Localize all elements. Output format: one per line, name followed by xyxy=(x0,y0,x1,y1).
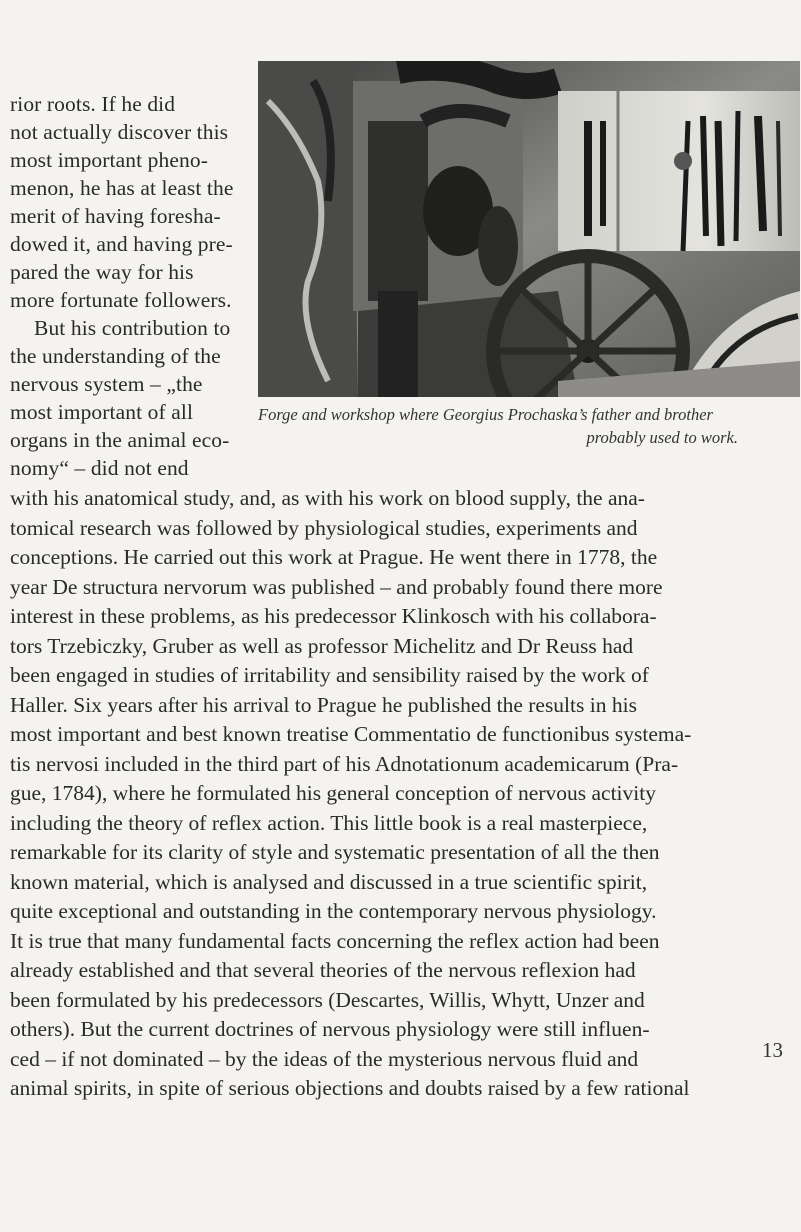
caption-line: probably used to work. xyxy=(586,428,738,447)
text-line: dowed it, and having pre- xyxy=(10,232,233,256)
text-line: Haller. Six years after his arrival to Prague he published the results in his xyxy=(10,692,637,717)
text-line: gue, 1784), where he formulated his general conception of nervous activity xyxy=(10,781,656,805)
text-line: with his anatomical study, and, as with his work on blood supply, the ana- xyxy=(10,486,645,510)
text-line: ced – if not dominated – by the ideas of the mysterious nervous fluid and xyxy=(10,1046,639,1071)
caption-line: Forge and workshop where Georgius Prochaska’s father and brother xyxy=(258,405,713,424)
text-line: interest in these problems, as his predecessor Klinkosch with his collabora- xyxy=(10,604,657,628)
text-line: merit of having foresha- xyxy=(10,204,221,228)
text-line: remarkable for its clarity of style and systematic presentation of all the then xyxy=(10,840,660,864)
text-line: animal spirits, in spite of serious objections and doubts raised by a few rational xyxy=(10,1076,690,1100)
text-line: the understanding of the xyxy=(10,344,221,368)
text-line: quite exceptional and outstanding in the contemporary nervous physiology. xyxy=(10,899,657,923)
text-line: nervous system – „the xyxy=(10,372,203,396)
text-line: known material, which is analysed and discussed in a true scientific spirit, xyxy=(10,869,648,894)
text-line: including the theory of reflex action. This little book is a real masterpiece, xyxy=(10,810,648,835)
text-line: It is true that many fundamental facts concerning the reflex action had been xyxy=(10,928,660,953)
text-line: tomical research was followed by physiological studies, experiments and xyxy=(10,515,638,540)
text-line: most important of all xyxy=(10,400,194,424)
text-line: most important pheno- xyxy=(10,148,208,172)
text-line: But his contribution to xyxy=(34,316,231,340)
text-line: tis nervosi included in the third part of his Adnotationum academicarum (Pra- xyxy=(10,751,679,776)
text-line: more fortunate followers. xyxy=(10,288,232,312)
text-line: nomy“ – did not end xyxy=(10,456,189,480)
body-text xyxy=(10,484,740,1104)
text-line: conceptions. He carried out this work at Prague. He went there in 1778, the xyxy=(10,545,658,569)
text-line: been formulated by his predecessors (Descartes, Willis, Whytt, Unzer and xyxy=(10,987,645,1012)
page-number: 13 xyxy=(762,1038,783,1062)
text-line: menon, he has at least the xyxy=(10,176,234,200)
text-line: organs in the animal eco- xyxy=(10,428,230,452)
workshop-photo xyxy=(258,61,800,397)
text-line: most important and best known treatise Commentatio de functionibus systema- xyxy=(10,722,692,746)
left-text-column xyxy=(10,90,240,482)
text-line: already established and that several theories of the nervous reflexion had xyxy=(10,958,636,982)
text-line: others). But the current doctrines of nervous physiology were still influen- xyxy=(10,1017,650,1041)
text-line: been engaged in studies of irritability and sensibility raised by the work of xyxy=(10,663,649,687)
text-line: not actually discover this xyxy=(10,120,229,144)
text-line: pared the way for his xyxy=(10,260,194,284)
figure-caption xyxy=(258,403,738,449)
text-line: year De structura nervorum was published – and probably found there more xyxy=(10,574,663,599)
text-line: tors Trzebiczky, Gruber as well as professor Michelitz and Dr Reuss had xyxy=(10,633,634,658)
text-line: rior roots. If he did xyxy=(10,92,176,116)
